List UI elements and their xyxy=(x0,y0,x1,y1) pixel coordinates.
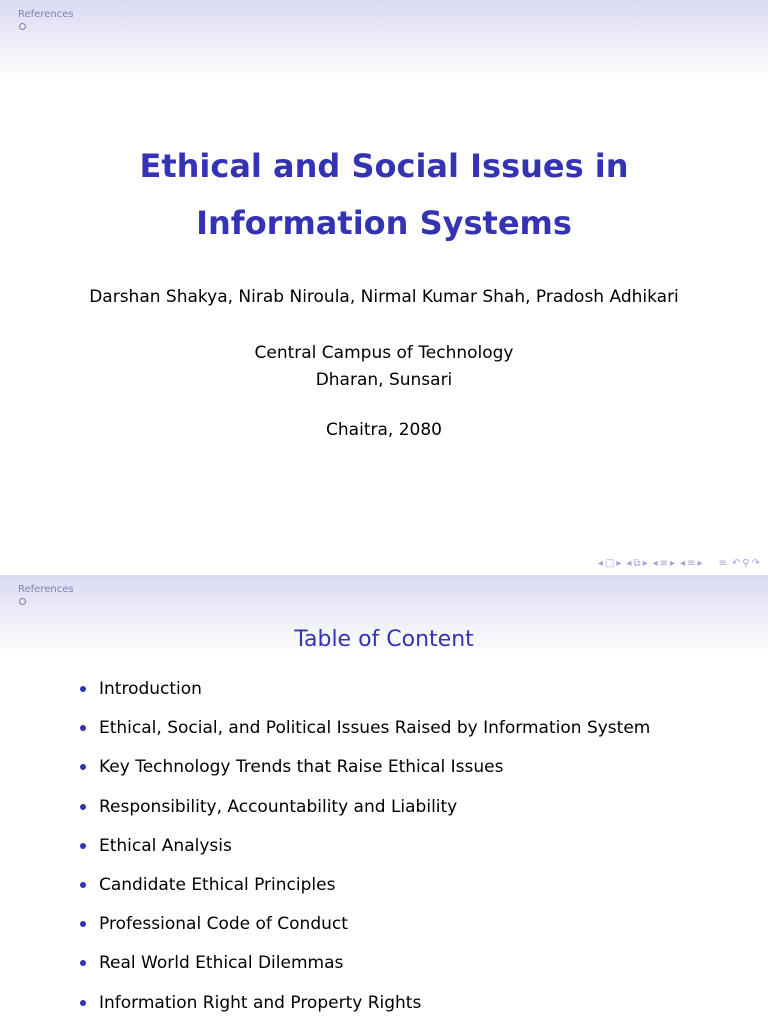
list-item-label: Ethical, Social, and Political Issues Raised by Information System xyxy=(99,718,651,739)
section-nav[interactable] xyxy=(653,558,675,569)
bullet-icon xyxy=(80,725,86,731)
slide-headline xyxy=(0,0,768,80)
list-item-label: Responsibility, Accountability and Liability xyxy=(99,796,458,817)
mini-frame-indicator[interactable] xyxy=(19,23,26,30)
list-item xyxy=(78,796,650,835)
bullet-icon xyxy=(80,843,86,849)
arrow-right-icon[interactable]: ▸ xyxy=(670,557,676,569)
list-item xyxy=(78,835,650,874)
bullet-icon xyxy=(80,960,86,966)
list-item-label: Ethical Analysis xyxy=(99,835,232,856)
bullet-icon xyxy=(80,921,86,927)
list-item xyxy=(78,952,650,991)
list-item-label: Candidate Ethical Principles xyxy=(99,874,336,895)
bullet-icon xyxy=(80,764,86,770)
list-item-label: Information Right and Property Rights xyxy=(99,992,422,1013)
list-item-label: Key Technology Trends that Raise Ethical Issues xyxy=(99,757,504,778)
list-item-label: Professional Code of Conduct xyxy=(99,914,348,935)
institute-line-1: Central Campus of Technology xyxy=(254,343,514,363)
subsection-nav[interactable] xyxy=(626,558,647,569)
section-navigation-label[interactable]: References xyxy=(18,9,74,20)
list-item-label: Introduction xyxy=(99,679,202,699)
arrow-left-icon[interactable]: ◂ xyxy=(680,557,686,569)
document-nav[interactable] xyxy=(719,558,727,569)
beamer-navigation-bar xyxy=(598,556,760,570)
forward-icon[interactable]: ↷ xyxy=(751,557,760,569)
mini-frame-indicator[interactable] xyxy=(19,598,26,605)
subsection-icon[interactable]: ⧉ xyxy=(633,557,641,569)
arrow-left-icon[interactable]: ◂ xyxy=(626,557,632,569)
list-item xyxy=(78,678,650,717)
frame-title: Table of Content xyxy=(294,627,474,652)
list-item xyxy=(78,756,650,795)
arrow-right-icon[interactable]: ▸ xyxy=(616,557,622,569)
section-icon[interactable]: ≡ xyxy=(659,557,669,569)
document-icon[interactable]: ≡ xyxy=(718,557,727,569)
list-item xyxy=(78,874,650,913)
frame-nav[interactable] xyxy=(598,558,622,569)
title-line-2: Information Systems xyxy=(196,204,572,242)
authors: Darshan Shakya, Nirab Niroula, Nirmal Kumar Shah, Pradosh Adhikari xyxy=(89,287,679,307)
institute xyxy=(0,340,768,394)
subsection-list-icon[interactable]: ≡ xyxy=(687,557,696,569)
arrow-left-icon[interactable]: ◂ xyxy=(597,557,603,569)
bullet-icon xyxy=(80,882,86,888)
title-line-1: Ethical and Social Issues in xyxy=(139,147,629,185)
presentation-title xyxy=(0,138,768,252)
frame-icon[interactable]: □ xyxy=(604,557,615,569)
search-icon[interactable]: ⚲ xyxy=(742,557,750,569)
institute-line-2: Dharan, Sunsari xyxy=(315,370,453,390)
subsubsection-nav[interactable] xyxy=(680,558,702,569)
arrow-left-icon[interactable]: ◂ xyxy=(652,557,658,569)
table-of-content-list xyxy=(78,678,650,1031)
arrow-right-icon[interactable]: ▸ xyxy=(642,557,648,569)
bullet-icon xyxy=(80,1000,86,1006)
list-item xyxy=(78,992,650,1031)
back-icon[interactable]: ↶ xyxy=(731,557,741,569)
bullet-icon xyxy=(80,686,86,692)
section-navigation-label[interactable]: References xyxy=(18,584,74,595)
presentation-date: Chaitra, 2080 xyxy=(326,420,442,440)
list-item xyxy=(78,717,650,756)
search-nav[interactable] xyxy=(732,558,760,569)
arrow-right-icon[interactable]: ▸ xyxy=(697,557,703,569)
list-item xyxy=(78,913,650,952)
bullet-icon xyxy=(80,804,86,810)
list-item-label: Real World Ethical Dilemmas xyxy=(99,953,344,974)
